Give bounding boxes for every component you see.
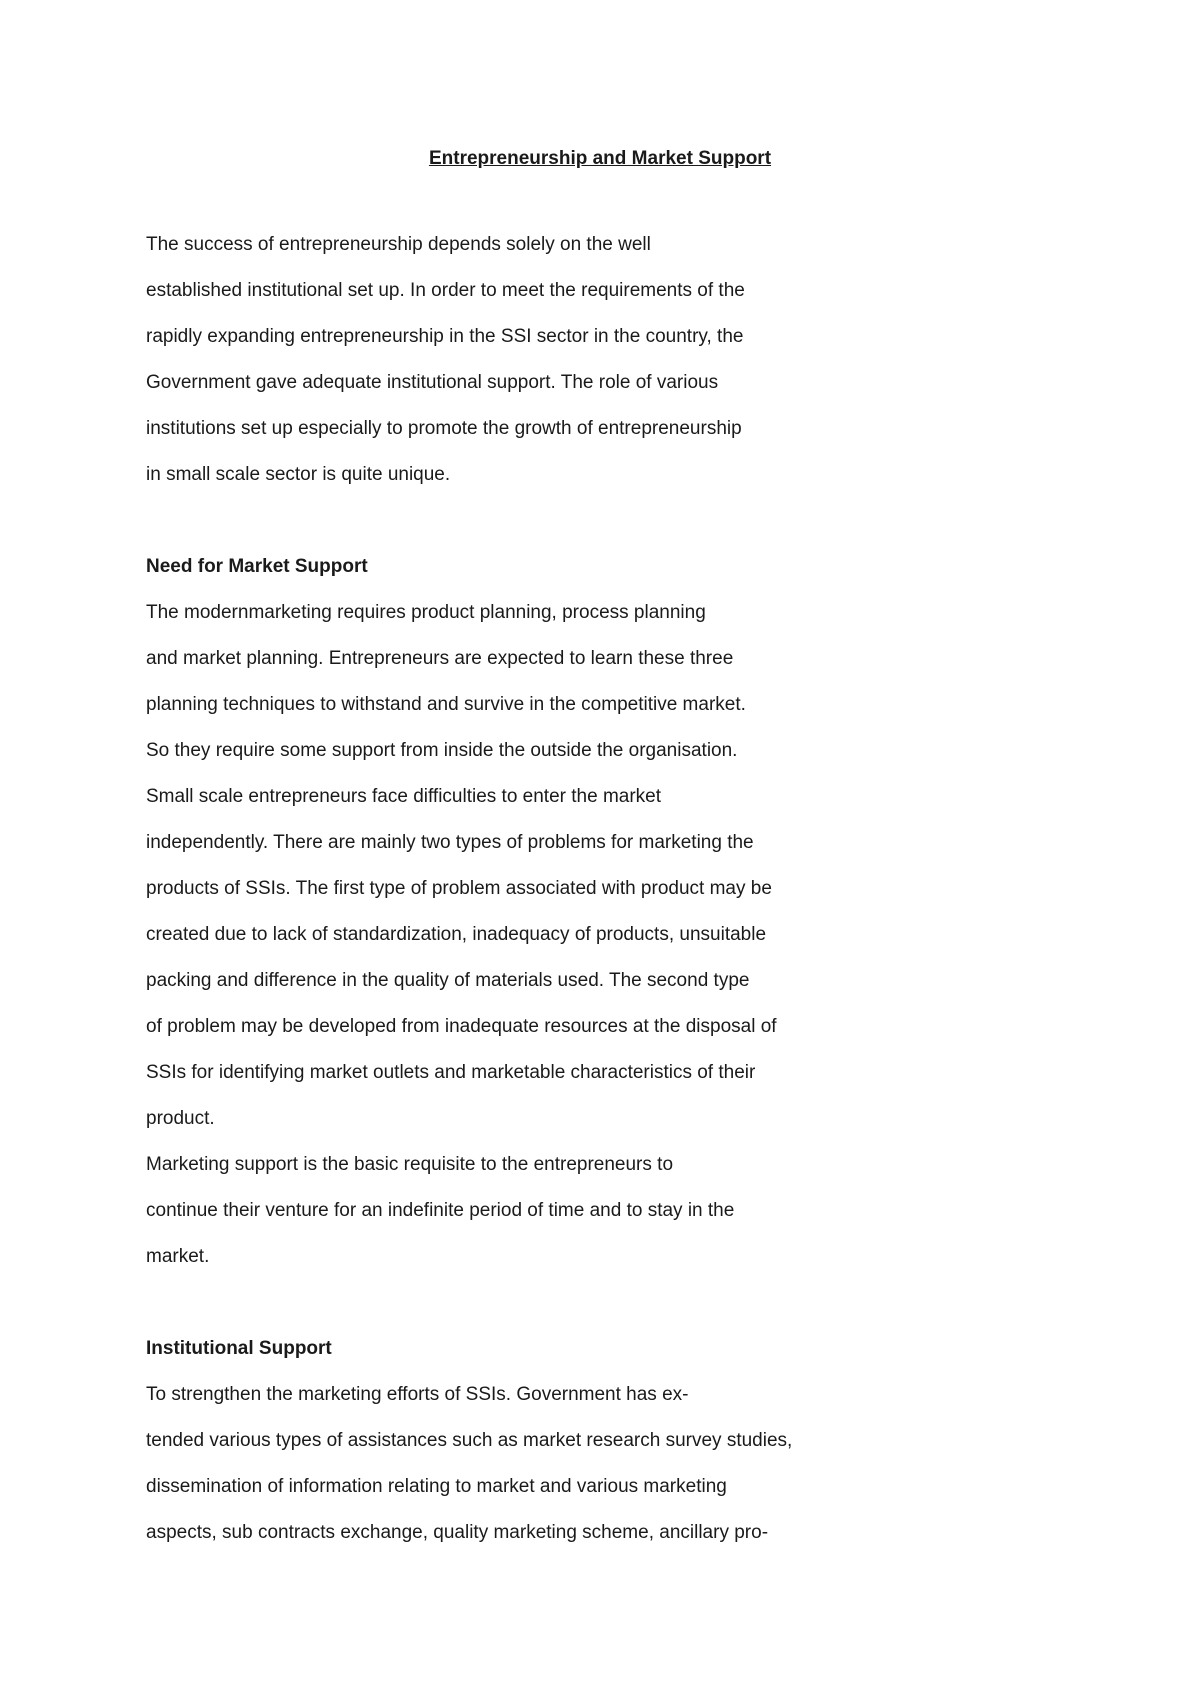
body-line: SSIs for identifying market outlets and marketable characteristics of their [146,1062,756,1083]
intro-line: The success of entrepreneurship depends solely on the well [146,234,651,255]
intro-line: institutions set up especially to promote the growth of entrepreneurship [146,418,742,439]
section-heading-market-support: Need for Market Support [146,556,368,577]
body-line: dissemination of information relating to market and various marketing [146,1476,727,1497]
body-line: and market planning. Entrepreneurs are expected to learn these three [146,648,734,669]
body-line: product. [146,1108,215,1129]
body-line: Small scale entrepreneurs face difficulties to enter the market [146,786,662,807]
body-line: planning techniques to withstand and survive in the competitive market. [146,694,746,715]
body-line: So they require some support from inside the outside the organisation. [146,740,738,761]
body-line: of problem may be developed from inadequate resources at the disposal of [146,1016,777,1037]
intro-line: Government gave adequate institutional support. The role of various [146,372,719,393]
body-line: continue their venture for an indefinite period of time and to stay in the [146,1200,735,1221]
body-line: products of SSIs. The first type of problem associated with product may be [146,878,772,899]
intro-line: rapidly expanding entrepreneurship in the SSI sector in the country, the [146,326,744,347]
body-line: created due to lack of standardization, inadequacy of products, unsuitable [146,924,767,945]
body-line: tended various types of assistances such as market research survey studies, [146,1430,793,1451]
body-line: To strengthen the marketing efforts of SSIs. Government has ex- [146,1384,689,1405]
body-line: market. [146,1246,210,1267]
body-line: The modernmarketing requires product planning, process planning [146,602,706,623]
document-title: Entrepreneurship and Market Support [428,148,772,169]
body-line: independently. There are mainly two types of problems for marketing the [146,832,754,853]
body-line: aspects, sub contracts exchange, quality marketing scheme, ancillary pro- [146,1522,769,1543]
body-line: Marketing support is the basic requisite to the entrepreneurs to [146,1154,674,1175]
intro-line: in small scale sector is quite unique. [146,464,451,485]
intro-line: established institutional set up. In order to meet the requirements of the [146,280,745,301]
section-heading-institutional-support: Institutional Support [146,1338,332,1359]
body-line: packing and difference in the quality of materials used. The second type [146,970,750,991]
